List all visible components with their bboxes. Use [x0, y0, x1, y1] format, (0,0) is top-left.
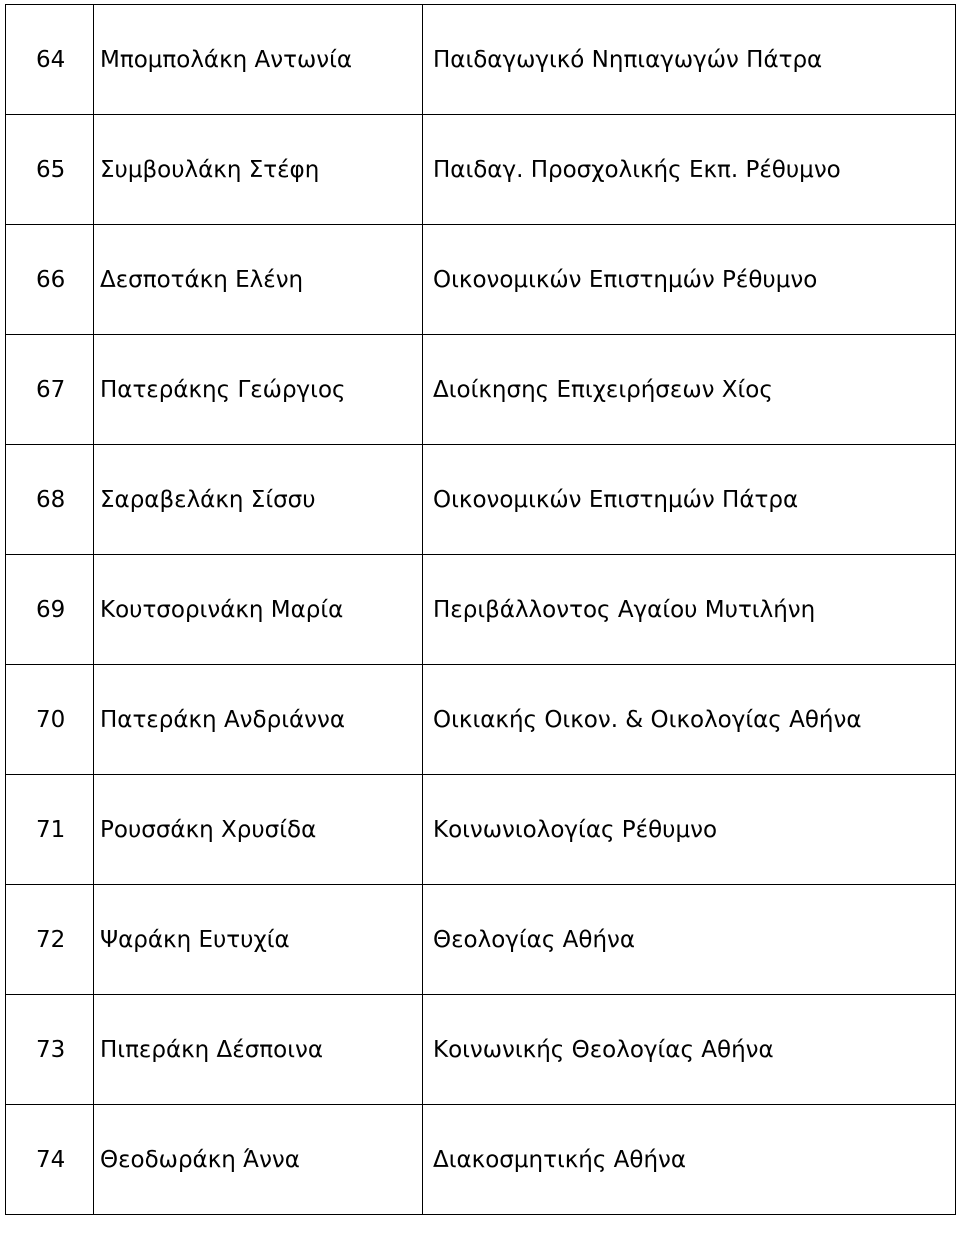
row-number: 74 — [6, 1105, 94, 1215]
department-location: Οικονομικών Επιστημών Πάτρα — [423, 445, 956, 555]
table-row — [6, 445, 956, 555]
table-row — [6, 225, 956, 335]
person-name: Πατεράκης Γεώργιος — [94, 335, 423, 445]
department-location: Κοινωνικής Θεολογίας Αθήνα — [423, 995, 956, 1105]
department-location: Παιδαγ. Προσχολικής Εκπ. Ρέθυμνο — [423, 115, 956, 225]
row-number: 73 — [6, 995, 94, 1105]
department-location: Κοινωνιολογίας Ρέθυμνο — [423, 775, 956, 885]
row-number: 66 — [6, 225, 94, 335]
table-row — [6, 995, 956, 1105]
student-list-table — [5, 4, 956, 1215]
table-row — [6, 5, 956, 115]
row-number: 68 — [6, 445, 94, 555]
row-number: 71 — [6, 775, 94, 885]
person-name: Δεσποτάκη Ελένη — [94, 225, 423, 335]
row-number: 72 — [6, 885, 94, 995]
table-body — [6, 5, 956, 1215]
table-row — [6, 1105, 956, 1215]
person-name: Πιπεράκη Δέσποινα — [94, 995, 423, 1105]
person-name: Συμβουλάκη Στέφη — [94, 115, 423, 225]
table-row — [6, 885, 956, 995]
table-row — [6, 665, 956, 775]
table-row — [6, 335, 956, 445]
person-name: Θεοδωράκη Άννα — [94, 1105, 423, 1215]
person-name: Μπομπολάκη Αντωνία — [94, 5, 423, 115]
department-location: Παιδαγωγικό Νηπιαγωγών Πάτρα — [423, 5, 956, 115]
table-row — [6, 775, 956, 885]
table-row — [6, 555, 956, 665]
person-name: Πατεράκη Ανδριάννα — [94, 665, 423, 775]
department-location: Οικονομικών Επιστημών Ρέθυμνο — [423, 225, 956, 335]
department-location: Διακοσμητικής Αθήνα — [423, 1105, 956, 1215]
person-name: Κουτσορινάκη Μαρία — [94, 555, 423, 665]
person-name: Σαραβελάκη Σίσσυ — [94, 445, 423, 555]
row-number: 65 — [6, 115, 94, 225]
department-location: Διοίκησης Επιχειρήσεων Χίος — [423, 335, 956, 445]
table-row — [6, 115, 956, 225]
department-location: Περιβάλλοντος Αγαίου Μυτιλήνη — [423, 555, 956, 665]
department-location: Θεολογίας Αθήνα — [423, 885, 956, 995]
row-number: 67 — [6, 335, 94, 445]
department-location: Οικιακής Οικον. & Οικολογίας Αθήνα — [423, 665, 956, 775]
person-name: Ψαράκη Ευτυχία — [94, 885, 423, 995]
person-name: Ρουσσάκη Χρυσίδα — [94, 775, 423, 885]
row-number: 64 — [6, 5, 94, 115]
row-number: 69 — [6, 555, 94, 665]
row-number: 70 — [6, 665, 94, 775]
